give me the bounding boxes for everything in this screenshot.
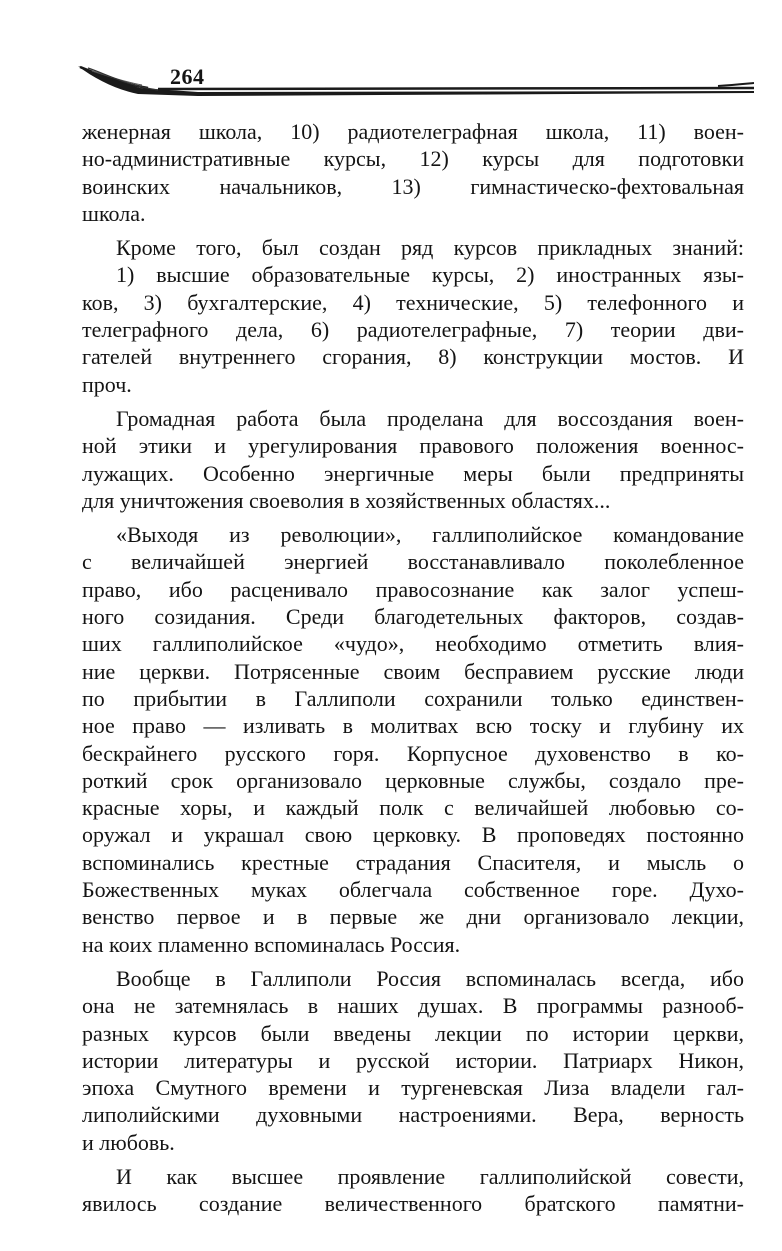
text-line: ное право — изливать в молитвах всю тоску и глубину их [82,713,744,739]
text-line: с величайшей энергией восстанавливало поколебленное [82,549,744,575]
text-line: липолийскими духовными настроениями. Вера, верность [82,1102,744,1128]
text-line: по прибытии в Галлиполи сохранили только единствен- [82,685,744,711]
text-line: истории литературы и русской истории. Патриарх Никон, [82,1047,744,1073]
text-line: оружал и украшал свою церковку. В проповедях постоянно [82,822,744,848]
text-line: 1) высшие образовательные курсы, 2) иностранных язы- [116,262,744,288]
paragraph [82,405,744,514]
text-line: она не затемнялась в наших душах. В программы разнооб- [82,993,744,1019]
page-number: 264 [170,64,205,89]
text-line: ного созидания. Среди благодетельных факторов, создав- [82,604,744,630]
text-line: школа. [82,200,146,226]
text-line: и любовь. [82,1129,175,1155]
text-line: но-административные курсы, 12) курсы для подготовки [82,146,744,172]
text-line: право, ибо расценивало правосознание как залог успеш- [82,576,744,602]
page-header [78,58,754,108]
body-text [82,118,744,1225]
text-line: Божественных муках облегчала собственное горе. Духо- [82,877,744,903]
text-line: для уничтожения своеволия в хозяйственных областях... [82,487,611,513]
text-line: ние церкви. Потрясенные своим бесправием русские люди [82,658,744,684]
text-line: красные хоры, и каждый полк с величайшей любовью со- [82,795,744,821]
paragraph [82,965,744,1156]
text-line: Вообще в Галлиполи Россия вспоминалась всегда, ибо [116,965,744,991]
text-line: вспоминались крестные страдания Спасителя, и мысль о [82,849,744,875]
text-line: гателей внутреннего сгорания, 8) конструкции мостов. И [82,344,744,370]
text-line: Громадная работа была проделана для воссоздания воен- [116,405,744,431]
text-line: эпоха Смутного времени и тургеневская Лиза владели гал- [82,1075,744,1101]
text-line: проч. [82,371,132,397]
paragraph [82,521,744,958]
text-line: на коих пламенно вспоминалась Россия. [82,931,461,957]
text-line: ков, 3) бухгалтерские, 4) технические, 5) телефонного и [82,289,744,315]
text-line: телеграфного дела, 6) радиотелеграфные, 7) теории дви- [82,317,744,343]
text-line: разных курсов были введены лекции по истории церкви, [82,1020,744,1046]
text-line: ших галлиполийское «чудо», необходимо отметить влия- [82,631,744,657]
text-line: И как высшее проявление галлиполийской совести, [116,1163,744,1189]
text-line: роткий срок организовало церковные службы, создало пре- [82,767,744,793]
text-line: «Выходя из революции», галлиполийское командование [116,522,744,548]
text-line: ной этики и урегулирования правового положения военнос- [82,433,744,459]
paragraph [82,234,744,398]
text-line: воинских начальников, 13) гимнастическо-фехтовальная [82,173,744,199]
paragraph [82,118,744,227]
text-line: бескрайнего русского горя. Корпусное духовенство в ко- [82,740,744,766]
text-line: явилось создание величественного братского памятни- [82,1191,744,1217]
text-line: женерная школа, 10) радиотелеграфная школа, 11) воен- [82,119,744,144]
text-line: Кроме того, был создан ряд курсов прикладных знаний: [116,235,744,261]
text-line: венство первое и в первые же дни организовало лекции, [82,904,744,930]
text-line: лужащих. Особенно энергичные меры были предприняты [82,460,744,486]
paragraph [82,1163,744,1218]
